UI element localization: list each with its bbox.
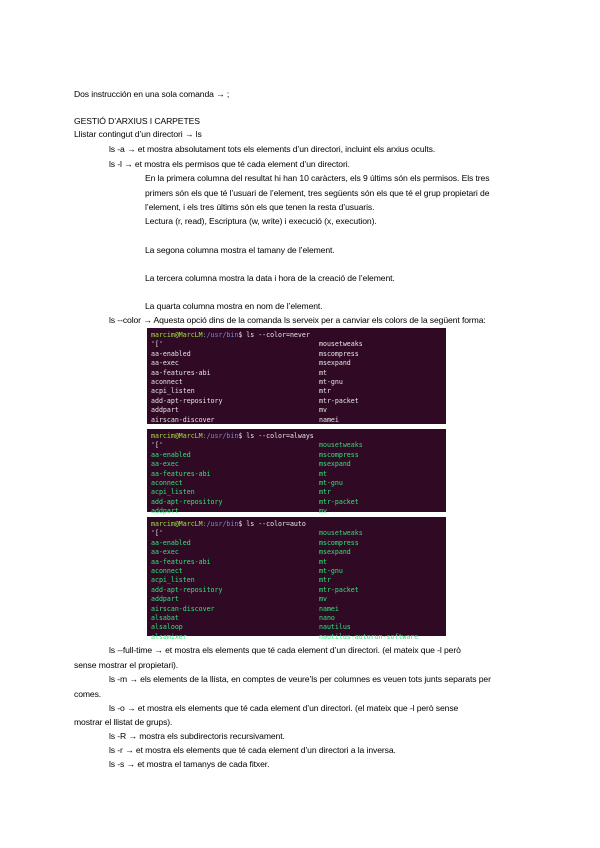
terminal-prompt — [151, 432, 314, 441]
terminal-listing-entry: aa-features-abi — [151, 469, 211, 478]
permissions-line-2: primers són els que té l’usuari de l’element, tres següents són els que té el grup propietari de — [145, 188, 490, 198]
prompt-path: :/usr/bin — [202, 432, 239, 440]
terminal-listing-entry: mtr — [319, 488, 331, 497]
section-heading: GESTIÓ D’ARXIUS I CARPETES — [74, 116, 200, 126]
terminal-listing-entry: msexpand — [319, 359, 351, 368]
terminal-listing-entry: aconnect — [151, 567, 183, 575]
prompt-user: marcim@MarcLM — [151, 432, 203, 440]
terminal-listing-entry: add-apt-repository — [151, 396, 223, 405]
terminal-listing-entry: mt-gnu — [319, 567, 343, 575]
terminal-listing-entry: '[' — [151, 441, 163, 450]
terminal-listing-entry: mt — [319, 469, 327, 478]
ls-l-description: ls -l → et mostra els permisos que té cada element d’un directori. — [109, 159, 350, 169]
terminal-listing-entry: mscompress — [319, 450, 359, 459]
terminal-listing-entry: mv — [319, 507, 327, 516]
terminal-listing-entry: addpart — [151, 595, 179, 604]
terminal-listing-entry: nautilus — [319, 623, 351, 632]
terminal-listing-entry: namei — [319, 415, 339, 424]
terminal-listing-entry: aa-enabled — [151, 349, 191, 358]
terminal-screenshot-color-always — [147, 429, 446, 516]
terminal-listing-entry: aa-exec — [151, 460, 179, 469]
terminal-listing-entry: namei — [319, 604, 339, 613]
terminal-listing-entry: add-apt-repository — [151, 497, 223, 506]
terminal-listing-entry: aa-enabled — [151, 538, 191, 547]
terminal-listing-entry: '[' — [151, 529, 163, 538]
terminal-listing-entry: mt — [319, 557, 327, 566]
terminal-listing-entry: alsaloop — [151, 623, 183, 632]
ls-a-description: ls -a → et mostra absolutament tots els elements d’un directori, incluint els arxius ocults. — [109, 144, 436, 154]
ls-m-line-2: comes. — [74, 689, 102, 699]
terminal-listing-entry: mousetweaks — [319, 529, 363, 538]
terminal-listing-entry: mtr — [319, 387, 331, 396]
terminal-listing-entry: aconnect — [151, 378, 183, 386]
terminal-listing-entry: aa-features-abi — [151, 557, 211, 566]
ls-R-description: ls -R → mostra els subdirectoris recursivament. — [109, 731, 285, 741]
terminal-listing-entry: msexpand — [319, 548, 351, 557]
ls-s-description: ls -s → et mostra el tamanys de cada fitxer. — [109, 759, 270, 769]
terminal-listing-entry: airscan-discover — [151, 415, 215, 424]
prompt-cmd: $ ls --color=auto — [238, 520, 306, 528]
terminal-listing-entry: aconnect — [151, 479, 183, 487]
permissions-line-1: En la primera columna del resultat hi han 10 caràcters, els 9 últims són els permisos. Els tres — [145, 173, 490, 183]
ls-title: Llistar contingut d’un directori → ls — [74, 129, 202, 139]
terminal-screenshot-color-never — [147, 328, 446, 424]
terminal-listing-entry: mscompress — [319, 538, 359, 547]
terminal-listing-entry: mv — [319, 406, 327, 415]
terminal-prompt — [151, 331, 310, 340]
terminal-listing-entry: msexpand — [319, 460, 351, 469]
terminal-listing-entry: mt-gnu — [319, 479, 343, 487]
prompt-cmd: $ ls --color=always — [238, 432, 314, 440]
text-dos-instruccions: Dos instrucción en una sola comanda → ; — [74, 89, 230, 99]
terminal-prompt — [151, 520, 306, 529]
prompt-path: :/usr/bin — [202, 331, 239, 339]
ls-r-description: ls -r → et mostra els elements que té cada element d’un directori a la inversa. — [109, 745, 396, 755]
terminal-listing-entry: nautilus-autorun-software — [319, 632, 419, 641]
terminal-listing-entry: mtr-packet — [319, 497, 359, 506]
permissions-line-3: l’element, i els tres últims són els que tenen la resta d’usuaris. — [145, 202, 375, 212]
terminal-listing-entry: acpi_listen — [151, 387, 195, 396]
terminal-listing-entry: acpi_listen — [151, 488, 195, 497]
terminal-listing-entry: addpart — [151, 507, 179, 516]
terminal-listing-entry: addpart — [151, 406, 179, 415]
ls-o-line-1: ls -o → et mostra els elements que té cada element d’un directori. (el mateix que -l però sense — [109, 703, 459, 713]
terminal-listing-entry: alsabat — [151, 614, 179, 622]
ls-o-line-2: mostrar el llistat de grups). — [74, 717, 173, 727]
column-2-description: La segona columna mostra el tamany de l’element. — [145, 245, 335, 255]
column-4-description: La quarta columna mostra en nom de l’element. — [145, 301, 323, 311]
terminal-listing-entry: acpi_listen — [151, 576, 195, 585]
terminal-listing-entry: mt — [319, 368, 327, 377]
terminal-listing-entry: mv — [319, 595, 327, 604]
prompt-cmd: $ ls --color=never — [238, 331, 310, 339]
terminal-listing-entry: alsamixer — [151, 632, 187, 641]
terminal-listing-entry: mt-gnu — [319, 378, 343, 386]
terminal-listing-entry: '[' — [151, 340, 163, 349]
terminal-listing-entry: mtr-packet — [319, 585, 359, 594]
prompt-user: marcim@MarcLM — [151, 520, 203, 528]
terminal-listing-entry: airscan-discover — [151, 604, 215, 613]
terminal-listing-entry: aa-exec — [151, 548, 179, 557]
terminal-listing-entry: mousetweaks — [319, 340, 363, 349]
terminal-listing-entry: aa-features-abi — [151, 368, 211, 377]
terminal-listing-entry: mtr-packet — [319, 396, 359, 405]
terminal-listing-entry: mtr — [319, 576, 331, 585]
terminal-listing-entry: add-apt-repository — [151, 585, 223, 594]
terminal-listing-entry: aa-exec — [151, 359, 179, 368]
column-3-description: La tercera columna mostra la data i hora de la creació de l’element. — [145, 273, 395, 283]
prompt-path: :/usr/bin — [202, 520, 239, 528]
ls-full-time-line-2: sense mostrar el propietari). — [74, 660, 179, 670]
terminal-screenshot-color-auto — [147, 517, 446, 641]
terminal-listing-entry: nano — [319, 614, 335, 622]
ls-m-line-1: ls -m → els elements de la llista, en comptes de veure’ls per columnes es veuen tots junts separats per — [109, 674, 491, 684]
terminal-listing-entry: mousetweaks — [319, 441, 363, 450]
terminal-listing-entry: aa-enabled — [151, 450, 191, 459]
prompt-user: marcim@MarcLM — [151, 331, 203, 339]
ls-color-description: ls --color → Aquesta opció dins de la comanda ls serveix per a canviar els colors de la següent forma: — [109, 315, 486, 325]
permissions-line-4: Lectura (r, read), Escriptura (w, write) i execució (x, execution). — [145, 216, 377, 226]
ls-full-time-line-1: ls --full-time → et mostra els elements que té cada element d’un directori. (el mateix que -l però — [109, 645, 461, 655]
terminal-listing-entry: mscompress — [319, 349, 359, 358]
